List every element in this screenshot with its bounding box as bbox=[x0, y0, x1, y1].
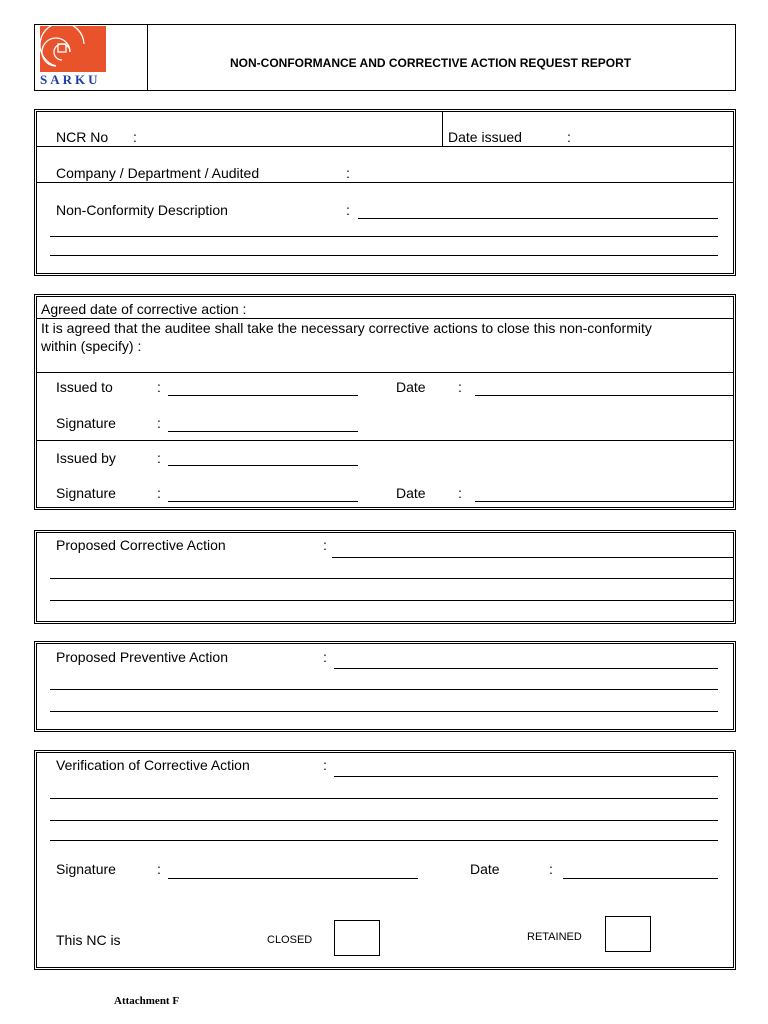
company-label: Company / Department / Audited bbox=[56, 165, 260, 181]
colon: : bbox=[346, 202, 350, 218]
issued-by-field[interactable] bbox=[168, 465, 358, 466]
agreed-date-label: Agreed date of corrective action : bbox=[41, 301, 247, 317]
this-nc-is-label: This NC is bbox=[56, 932, 121, 948]
proposed-preventive-label: Proposed Preventive Action bbox=[56, 649, 228, 665]
date-label: Date bbox=[396, 379, 426, 395]
colon: : bbox=[549, 861, 553, 877]
colon: : bbox=[458, 379, 462, 395]
ncr-info-section bbox=[34, 109, 736, 276]
header-divider bbox=[147, 24, 148, 91]
closed-checkbox[interactable] bbox=[334, 920, 380, 956]
logo-text: SARKU bbox=[40, 72, 101, 87]
row-divider bbox=[37, 182, 733, 183]
colon: : bbox=[323, 649, 327, 665]
signature-label: Signature bbox=[56, 415, 116, 431]
colon: : bbox=[458, 485, 462, 501]
issued-by-signature-field[interactable] bbox=[168, 501, 358, 502]
proposed-preventive-line[interactable] bbox=[50, 689, 718, 690]
nc-description-field[interactable] bbox=[358, 218, 718, 219]
proposed-corrective-line[interactable] bbox=[50, 600, 733, 601]
proposed-preventive-field[interactable] bbox=[334, 668, 718, 669]
date-label: Date bbox=[396, 485, 426, 501]
nc-description-label: Non-Conformity Description bbox=[56, 202, 228, 218]
agreement-text-line2: within (specify) : bbox=[41, 338, 142, 354]
row-divider bbox=[37, 318, 733, 319]
colon: : bbox=[567, 129, 571, 145]
verification-line[interactable] bbox=[50, 820, 718, 821]
colon: : bbox=[157, 379, 161, 395]
date-issued-label: Date issued bbox=[448, 129, 522, 145]
colon: : bbox=[323, 537, 327, 553]
row-divider bbox=[37, 372, 733, 373]
attachment-label: Attachment F bbox=[114, 995, 180, 1007]
date-label: Date bbox=[470, 861, 500, 877]
report-title: NON-CONFORMANCE AND CORRECTIVE ACTION REQUEST REPORT bbox=[230, 56, 632, 70]
signature-label: Signature bbox=[56, 861, 116, 877]
closed-label: CLOSED bbox=[267, 934, 313, 946]
nc-description-line[interactable] bbox=[50, 255, 718, 256]
colon: : bbox=[157, 415, 161, 431]
proposed-corrective-line[interactable] bbox=[50, 578, 733, 579]
proposed-corrective-field[interactable] bbox=[332, 557, 733, 558]
colon: : bbox=[323, 757, 327, 773]
colon: : bbox=[157, 861, 161, 877]
company-logo bbox=[40, 26, 106, 88]
nc-description-line[interactable] bbox=[50, 236, 718, 237]
colon: : bbox=[133, 129, 137, 145]
ncr-date-divider bbox=[442, 112, 443, 147]
retained-label: RETAINED bbox=[527, 931, 582, 943]
retained-checkbox[interactable] bbox=[605, 916, 651, 952]
colon: : bbox=[157, 485, 161, 501]
verification-line[interactable] bbox=[50, 798, 718, 799]
verification-signature-field[interactable] bbox=[168, 878, 418, 879]
issued-to-signature-field[interactable] bbox=[168, 431, 358, 432]
verification-line[interactable] bbox=[50, 840, 718, 841]
issued-by-label: Issued by bbox=[56, 450, 116, 466]
verification-date-field[interactable] bbox=[563, 878, 718, 879]
proposed-corrective-label: Proposed Corrective Action bbox=[56, 537, 226, 553]
issued-to-date-field[interactable] bbox=[475, 395, 733, 396]
agreement-text-line1: It is agreed that the auditee shall take the necessary corrective actions to close this non-conformity bbox=[41, 320, 652, 336]
row-divider bbox=[37, 146, 733, 147]
ncr-no-label: NCR No bbox=[56, 129, 109, 145]
colon: : bbox=[157, 450, 161, 466]
signature-label: Signature bbox=[56, 485, 116, 501]
issued-to-label: Issued to bbox=[56, 379, 113, 395]
proposed-preventive-line[interactable] bbox=[50, 711, 718, 712]
colon: : bbox=[346, 165, 350, 181]
issued-by-date-field[interactable] bbox=[475, 501, 733, 502]
issued-to-field[interactable] bbox=[168, 395, 358, 396]
row-divider bbox=[37, 440, 733, 441]
verification-label: Verification of Corrective Action bbox=[56, 757, 250, 773]
logo-mark-icon bbox=[40, 26, 106, 72]
verification-field[interactable] bbox=[334, 776, 718, 777]
